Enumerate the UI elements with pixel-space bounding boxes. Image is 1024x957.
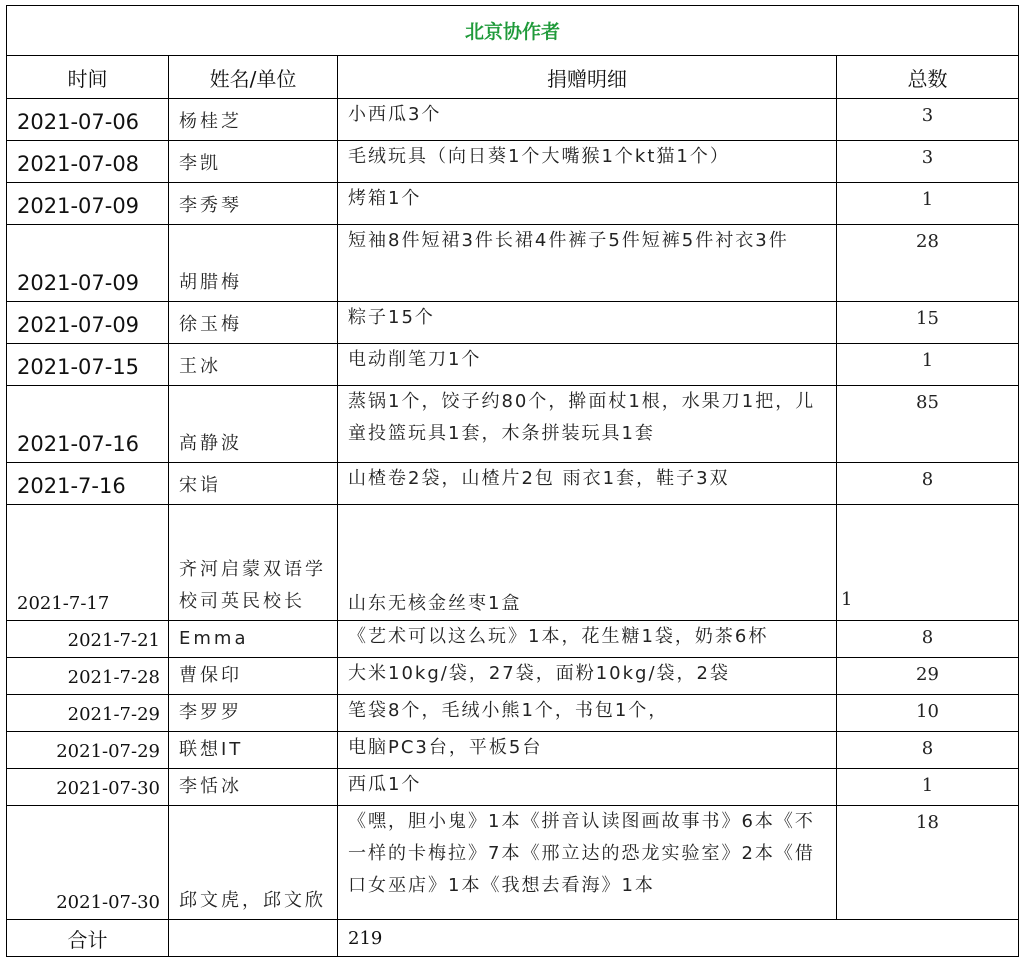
table-row	[7, 505, 1019, 621]
table-row	[7, 99, 1019, 141]
row-name: 胡腊梅	[169, 225, 338, 302]
row-name: 李凯	[169, 141, 338, 183]
row-name: 杨桂芝	[169, 99, 338, 141]
row-detail: 西瓜1个	[338, 769, 837, 806]
row-date: 2021-7-17	[7, 505, 169, 621]
donation-table	[6, 5, 1019, 957]
row-detail: 粽子15个	[338, 302, 837, 344]
row-date: 2021-7-29	[7, 695, 169, 732]
row-date: 2021-07-09	[7, 225, 169, 302]
table-title: 北京协作者	[7, 6, 1019, 56]
summary-empty-cell	[169, 920, 338, 957]
summary-row	[7, 920, 1019, 957]
table-row	[7, 806, 1019, 920]
row-detail: 蒸锅1个，饺子约80个，擀面杖1根，水果刀1把，儿童投篮玩具1套，木条拼装玩具1套	[338, 386, 837, 463]
row-date: 2021-07-09	[7, 183, 169, 225]
table-row	[7, 225, 1019, 302]
row-name: 李恬冰	[169, 769, 338, 806]
table-row	[7, 183, 1019, 225]
row-detail: 山楂卷2袋，山楂片2包 雨衣1套，鞋子3双	[338, 463, 837, 505]
row-name: 徐玉梅	[169, 302, 338, 344]
row-total: 8	[837, 621, 1019, 658]
row-total: 15	[837, 302, 1019, 344]
row-detail: 毛绒玩具（向日葵1个大嘴猴1个kt猫1个）	[338, 141, 837, 183]
table-row	[7, 463, 1019, 505]
table-row	[7, 658, 1019, 695]
row-date: 2021-07-16	[7, 386, 169, 463]
row-total: 1	[837, 344, 1019, 386]
header-name: 姓名/单位	[169, 56, 338, 99]
row-name: 曹保印	[169, 658, 338, 695]
table-row	[7, 141, 1019, 183]
row-detail: 电脑PC3台，平板5台	[338, 732, 837, 769]
header-detail: 捐赠明细	[338, 56, 837, 99]
row-total: 1	[837, 183, 1019, 225]
row-name: 李罗罗	[169, 695, 338, 732]
row-total: 3	[837, 141, 1019, 183]
row-date: 2021-07-15	[7, 344, 169, 386]
row-date: 2021-07-30	[7, 769, 169, 806]
row-name: Emma	[169, 621, 338, 658]
row-detail: 小西瓜3个	[338, 99, 837, 141]
row-date: 2021-07-09	[7, 302, 169, 344]
row-total: 10	[837, 695, 1019, 732]
row-detail: 《嘿，胆小鬼》1本《拼音认读图画故事书》6本《不一样的卡梅拉》7本《邢立达的恐龙实验室》2本《借口女巫店》1本《我想去看海》1本	[338, 806, 837, 920]
table-row	[7, 695, 1019, 732]
row-detail: 大米10kg/袋，27袋，面粉10kg/袋，2袋	[338, 658, 837, 695]
row-total: 18	[837, 806, 1019, 920]
row-total: 85	[837, 386, 1019, 463]
row-detail: 山东无核金丝枣1盒	[338, 505, 837, 621]
summary-label: 合计	[7, 920, 169, 957]
row-name: 联想IT	[169, 732, 338, 769]
row-date: 2021-07-29	[7, 732, 169, 769]
table-row	[7, 732, 1019, 769]
row-detail: 电动削笔刀1个	[338, 344, 837, 386]
row-total: 29	[837, 658, 1019, 695]
row-date: 2021-07-30	[7, 806, 169, 920]
row-name: 邱文虎，邱文欣	[169, 806, 338, 920]
row-detail: 笔袋8个，毛绒小熊1个，书包1个，	[338, 695, 837, 732]
row-name: 宋诣	[169, 463, 338, 505]
row-total: 8	[837, 463, 1019, 505]
row-total: 1	[837, 769, 1019, 806]
row-total: 3	[837, 99, 1019, 141]
header-total: 总数	[837, 56, 1019, 99]
row-date: 2021-7-28	[7, 658, 169, 695]
table-row	[7, 769, 1019, 806]
row-total: 8	[837, 732, 1019, 769]
row-name: 高静波	[169, 386, 338, 463]
row-name: 齐河启蒙双语学校司英民校长	[169, 505, 338, 621]
summary-value: 219	[338, 920, 1019, 957]
row-date: 2021-7-16	[7, 463, 169, 505]
table-row	[7, 621, 1019, 658]
row-detail: 《艺术可以这么玩》1本，花生糖1袋，奶茶6杯	[338, 621, 837, 658]
row-name: 李秀琴	[169, 183, 338, 225]
row-total: 1	[837, 505, 1019, 621]
table-row	[7, 344, 1019, 386]
row-total: 28	[837, 225, 1019, 302]
row-name: 王冰	[169, 344, 338, 386]
row-detail: 烤箱1个	[338, 183, 837, 225]
row-date: 2021-7-21	[7, 621, 169, 658]
table-row	[7, 386, 1019, 463]
table-row	[7, 302, 1019, 344]
row-date: 2021-07-08	[7, 141, 169, 183]
row-date: 2021-07-06	[7, 99, 169, 141]
header-date: 时间	[7, 56, 169, 99]
row-detail: 短袖8件短裙3件长裙4件裤子5件短裤5件衬衣3件	[338, 225, 837, 302]
